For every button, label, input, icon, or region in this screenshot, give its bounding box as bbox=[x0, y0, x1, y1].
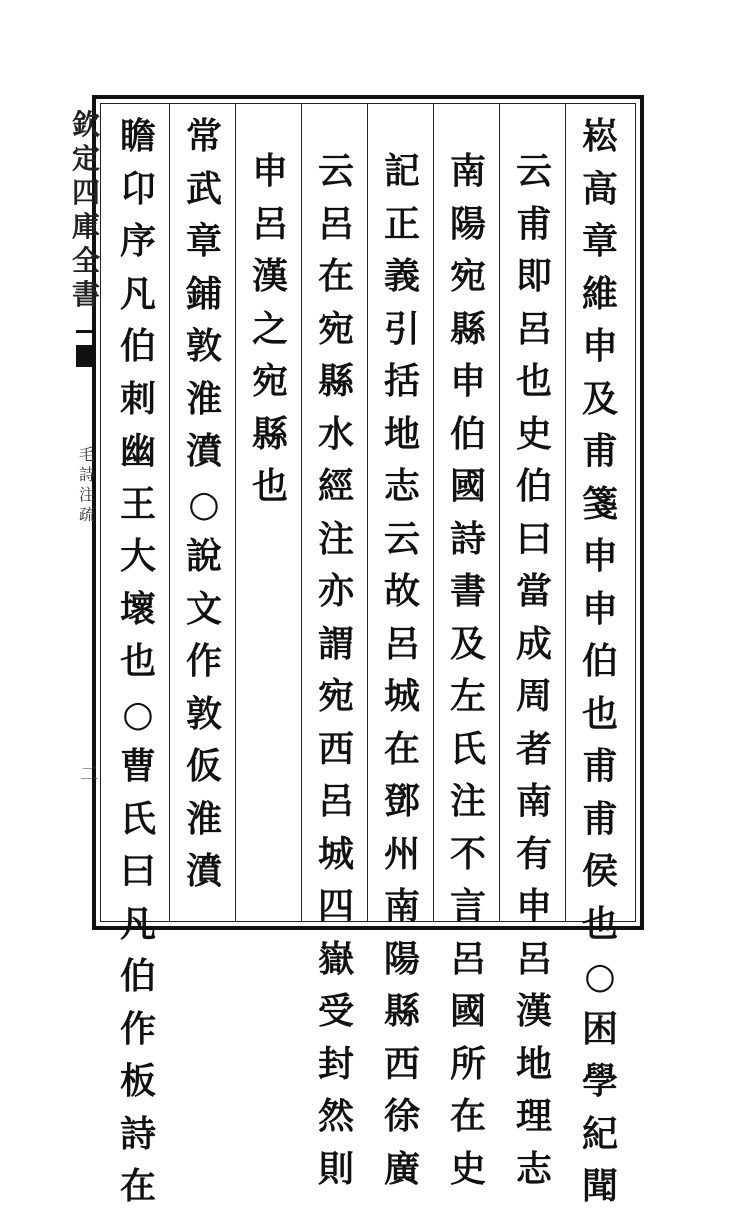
fishtail-rule bbox=[76, 330, 96, 333]
text-column-1 bbox=[578, 110, 622, 1213]
column-rule bbox=[301, 103, 302, 922]
text-char: 水 bbox=[317, 412, 354, 455]
text-column-8 bbox=[116, 110, 160, 1213]
text-char: 志 bbox=[515, 1147, 552, 1190]
text-char: 武 bbox=[185, 167, 222, 210]
text-char: 作 bbox=[119, 1007, 156, 1050]
text-char: 也 bbox=[581, 902, 618, 945]
text-char: 嶽 bbox=[317, 937, 354, 980]
text-char: 謂 bbox=[317, 622, 354, 665]
text-char: 氏 bbox=[119, 797, 156, 840]
text-char: 氏 bbox=[449, 727, 486, 770]
text-char: 敦 bbox=[185, 325, 222, 367]
text-char: ○ bbox=[122, 692, 154, 735]
text-char: 申 bbox=[449, 360, 486, 402]
text-char: 注 bbox=[449, 780, 486, 822]
text-char: 地 bbox=[515, 1042, 552, 1085]
text-char: 括 bbox=[383, 360, 420, 402]
text-char: 宛 bbox=[317, 307, 354, 350]
text-char: 封 bbox=[317, 1042, 354, 1085]
text-char: 州 bbox=[383, 832, 420, 875]
foreedge-header-char: 庫 bbox=[72, 210, 101, 243]
text-char: 呂 bbox=[383, 622, 420, 665]
text-char: ○ bbox=[584, 955, 616, 997]
text-char: 高 bbox=[581, 167, 618, 210]
text-char: 箋 bbox=[581, 482, 618, 525]
foreedge-title-char: 注 bbox=[78, 485, 95, 504]
text-char: 侯 bbox=[581, 850, 618, 892]
text-char: 云 bbox=[317, 150, 354, 192]
text-char: 在 bbox=[449, 1095, 486, 1137]
text-char: 故 bbox=[383, 570, 420, 612]
text-char: 經 bbox=[317, 465, 354, 507]
text-char: 凡 bbox=[119, 902, 156, 945]
text-char: 曰 bbox=[119, 850, 156, 892]
text-char: 曹 bbox=[119, 745, 156, 787]
text-char: 大 bbox=[119, 535, 156, 577]
text-char: 正 bbox=[383, 202, 420, 245]
text-char: 伯 bbox=[119, 955, 156, 997]
text-char: 作 bbox=[185, 640, 222, 682]
text-char: 者 bbox=[515, 727, 552, 770]
text-char: 板 bbox=[119, 1060, 156, 1102]
text-char: 序 bbox=[119, 220, 156, 262]
text-char: 云 bbox=[383, 517, 420, 560]
text-char: 南 bbox=[449, 150, 486, 192]
text-char: 之 bbox=[251, 307, 288, 350]
text-char: 國 bbox=[449, 465, 486, 507]
text-char: 注 bbox=[317, 517, 354, 560]
text-char: ○ bbox=[188, 482, 220, 525]
text-char: 西 bbox=[383, 1042, 420, 1085]
text-char: 書 bbox=[449, 570, 486, 612]
text-char: 瞻 bbox=[119, 115, 156, 157]
text-column-2 bbox=[512, 145, 556, 1195]
text-char: 在 bbox=[317, 255, 354, 297]
foreedge-header-char: 全 bbox=[72, 244, 101, 277]
text-char: 濆 bbox=[185, 430, 222, 472]
text-char: 云 bbox=[515, 150, 552, 192]
foreedge-header-char: 欽 bbox=[72, 108, 101, 141]
text-char: 呂 bbox=[449, 937, 486, 980]
text-char: 申 bbox=[581, 535, 618, 577]
text-char: 維 bbox=[581, 272, 618, 315]
text-char: 說 bbox=[185, 535, 222, 577]
text-char: 及 bbox=[449, 622, 486, 665]
fishtail-mark bbox=[76, 345, 96, 367]
text-char: 成 bbox=[515, 622, 552, 665]
text-char: 城 bbox=[317, 832, 354, 875]
text-char: 淮 bbox=[185, 797, 222, 840]
text-char: 甫 bbox=[515, 202, 552, 245]
text-char: 仮 bbox=[185, 745, 222, 787]
text-char: 即 bbox=[515, 255, 552, 297]
text-char: 縣 bbox=[449, 307, 486, 350]
text-char: 在 bbox=[119, 1165, 156, 1207]
text-char: 徐 bbox=[383, 1095, 420, 1137]
text-char: 鋪 bbox=[185, 272, 222, 315]
text-char: 史 bbox=[515, 412, 552, 455]
text-char: 周 bbox=[515, 675, 552, 717]
text-char: 宛 bbox=[251, 360, 288, 402]
foreedge-header-char: 書 bbox=[72, 278, 101, 311]
text-char: 縣 bbox=[383, 990, 420, 1032]
text-char: 甫 bbox=[581, 745, 618, 787]
text-char: 陽 bbox=[383, 937, 420, 980]
text-char: 申 bbox=[581, 587, 618, 630]
text-char: 呂 bbox=[317, 780, 354, 822]
text-char: 史 bbox=[449, 1147, 486, 1190]
text-char: 理 bbox=[515, 1095, 552, 1137]
text-char: 宛 bbox=[449, 255, 486, 297]
text-char: 紀 bbox=[581, 1112, 618, 1155]
text-char: 聞 bbox=[581, 1165, 618, 1207]
column-rule bbox=[499, 103, 500, 922]
column-rule bbox=[367, 103, 368, 922]
text-char: 詩 bbox=[449, 517, 486, 560]
text-char: 南 bbox=[515, 780, 552, 822]
text-char: 伯 bbox=[119, 325, 156, 367]
text-char: 南 bbox=[383, 885, 420, 927]
text-char: 廣 bbox=[383, 1147, 420, 1190]
text-char: 呂 bbox=[251, 202, 288, 245]
text-char: 伯 bbox=[515, 465, 552, 507]
text-char: 詩 bbox=[119, 1112, 156, 1155]
text-char: 刺 bbox=[119, 377, 156, 420]
text-column-7 bbox=[182, 110, 226, 898]
text-column-4 bbox=[380, 145, 424, 1195]
foreedge-book-title bbox=[78, 445, 96, 525]
text-char: 申 bbox=[251, 150, 288, 192]
text-char: 有 bbox=[515, 832, 552, 875]
foreedge-header bbox=[72, 108, 101, 312]
text-char: 常 bbox=[185, 115, 222, 157]
text-char: 言 bbox=[449, 885, 486, 927]
column-rule bbox=[433, 103, 434, 922]
text-char: 也 bbox=[119, 640, 156, 682]
text-char: 伯 bbox=[581, 640, 618, 682]
text-char: 呂 bbox=[317, 202, 354, 245]
text-char: 呂 bbox=[515, 937, 552, 980]
text-char: 縣 bbox=[317, 360, 354, 402]
text-column-6 bbox=[248, 145, 292, 513]
text-char: 城 bbox=[383, 675, 420, 717]
text-char: 也 bbox=[251, 465, 288, 507]
text-char: 在 bbox=[383, 727, 420, 770]
column-rule bbox=[235, 103, 236, 922]
text-char: 然 bbox=[317, 1095, 354, 1137]
text-char: 申 bbox=[581, 325, 618, 367]
text-char: 左 bbox=[449, 675, 486, 717]
text-column-3 bbox=[446, 145, 490, 1195]
text-char: 當 bbox=[515, 570, 552, 612]
text-column-5 bbox=[314, 145, 358, 1195]
text-char: 濆 bbox=[185, 850, 222, 892]
foreedge-title-char: 毛 bbox=[78, 445, 95, 464]
text-char: 宛 bbox=[317, 675, 354, 717]
foreedge-title-char: 疏 bbox=[78, 505, 95, 524]
text-char: 西 bbox=[317, 727, 354, 770]
text-char: 記 bbox=[383, 150, 420, 192]
text-char: 申 bbox=[515, 885, 552, 927]
text-char: 幽 bbox=[119, 430, 156, 472]
text-char: 章 bbox=[185, 220, 222, 262]
foreedge-header-char: 定 bbox=[72, 142, 101, 175]
text-char: 崧 bbox=[581, 115, 618, 157]
text-char: 甫 bbox=[581, 430, 618, 472]
text-char: 學 bbox=[581, 1060, 618, 1102]
text-char: 卬 bbox=[119, 167, 156, 210]
text-char: 甫 bbox=[581, 797, 618, 840]
text-char: 所 bbox=[449, 1042, 486, 1085]
text-char: 淮 bbox=[185, 377, 222, 420]
text-char: 伯 bbox=[449, 412, 486, 455]
text-char: 陽 bbox=[449, 202, 486, 245]
text-char: 漢 bbox=[251, 255, 288, 297]
text-char: 章 bbox=[581, 220, 618, 262]
text-char: 志 bbox=[383, 465, 420, 507]
column-rule bbox=[565, 103, 566, 922]
text-char: 亦 bbox=[317, 570, 354, 612]
text-char: 曰 bbox=[515, 517, 552, 560]
text-char: 縣 bbox=[251, 412, 288, 455]
text-char: 敦 bbox=[185, 692, 222, 735]
text-char: 呂 bbox=[515, 307, 552, 350]
foreedge-header-char: 四 bbox=[72, 176, 101, 209]
page-number: 二 bbox=[80, 764, 98, 785]
text-char: 壞 bbox=[119, 587, 156, 630]
text-char: 國 bbox=[449, 990, 486, 1032]
text-char: 義 bbox=[383, 255, 420, 297]
text-char: 王 bbox=[119, 482, 156, 525]
text-char: 受 bbox=[317, 990, 354, 1032]
text-char: 文 bbox=[185, 587, 222, 630]
text-char: 地 bbox=[383, 412, 420, 455]
text-char: 也 bbox=[515, 360, 552, 402]
text-char: 困 bbox=[581, 1007, 618, 1050]
text-char: 引 bbox=[383, 307, 420, 350]
text-char: 鄧 bbox=[383, 780, 420, 822]
foreedge-title-char: 詩 bbox=[78, 465, 95, 484]
text-char: 漢 bbox=[515, 990, 552, 1032]
text-char: 凡 bbox=[119, 272, 156, 315]
text-char: 及 bbox=[581, 377, 618, 420]
text-char: 四 bbox=[317, 885, 354, 927]
text-char: 也 bbox=[581, 692, 618, 735]
text-char: 不 bbox=[449, 832, 486, 875]
text-char: 則 bbox=[317, 1147, 354, 1190]
column-rule bbox=[169, 103, 170, 922]
